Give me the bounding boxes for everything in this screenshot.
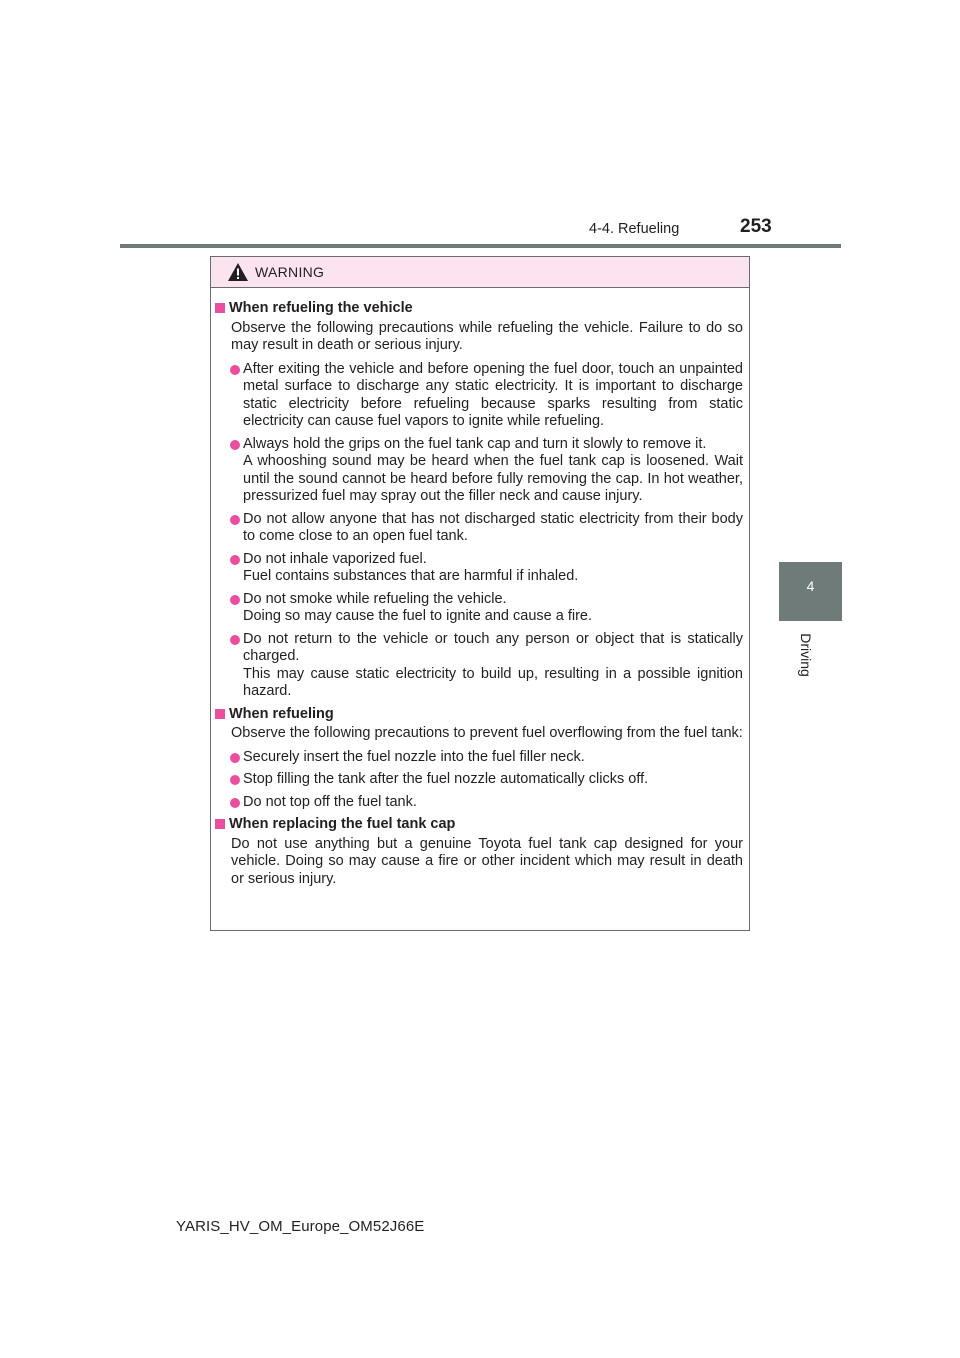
warning-bullet-text: Securely insert the fuel nozzle into the fuel filler neck. [243,748,585,765]
warning-bullet-text: Doing so may cause the fuel to ignite and cause a fire. [243,608,593,624]
chapter-label: Driving [798,633,814,677]
warning-bullet-text: Do not smoke while refueling the vehicle. [243,590,507,607]
warning-bullet [219,511,743,546]
warning-bullet-text: Always hold the grips on the fuel tank cap and turn it slowly to remove it. [243,435,707,452]
round-bullet-icon [230,515,240,525]
round-bullet-icon [230,775,240,785]
round-bullet-icon [230,753,240,763]
warning-bullet [219,631,743,701]
warning-section-title [219,816,743,834]
round-bullet-icon [230,595,240,605]
warning-bullet [219,749,743,767]
warning-section-title-text: When replacing the fuel tank cap [229,816,456,832]
round-bullet-icon [230,555,240,565]
warning-bullet-text: Fuel contains substances that are harmful if inhaled. [243,568,579,584]
chapter-tab[interactable] [779,562,842,621]
warning-bullet [219,591,743,626]
header-divider [120,244,841,248]
square-bullet-icon [215,819,225,829]
page-number: 253 [740,216,772,237]
warning-bullet-text: Stop filling the tank after the fuel nozzle automatically clicks off. [243,771,649,787]
warning-section-title-text: When refueling [229,705,334,722]
chapter-number: 4 [806,578,815,594]
round-bullet-icon [230,635,240,645]
warning-section-text: Observe the following precautions while refueling the vehicle. Failure to do so may result in death or serious injury. [231,319,743,353]
round-bullet-icon [230,440,240,450]
warning-bullet-text: Do not top off the fuel tank. [243,793,417,810]
warning-bullet-text: Do not inhale vaporized fuel. [243,550,427,567]
warning-body [211,288,749,888]
warning-bullet-text: This may cause static electricity to build up, resulting in a possible ignition hazard. [243,665,743,699]
warning-section-title [219,706,743,724]
warning-triangle-icon [227,262,249,282]
warning-header [211,257,749,288]
warning-title: WARNING [255,264,325,280]
warning-bullet [219,361,743,431]
round-bullet-icon [230,365,240,375]
warning-section [219,706,743,812]
warning-bullet-text: After exiting the vehicle and before opening the fuel door, touch an unpainted metal surface to discharge any static electricity. It is important to discharge static electricity before refueling because sparks resulting from static electricity can cause fuel vapors to ignite while refueling. [243,360,743,429]
warning-bullet [219,794,743,812]
warning-section-text: Do not use anything but a genuine Toyota fuel tank cap designed for your vehicle. Doing so may cause a fire or other incident which may result in death or serious injury. [231,835,743,887]
warning-box [210,256,750,931]
square-bullet-icon [215,709,225,719]
warning-section [219,816,743,888]
warning-section-title [219,300,743,318]
warning-section-title-text: When refueling the vehicle [229,300,413,316]
warning-bullet [219,771,743,789]
warning-section [219,300,743,701]
round-bullet-icon [230,798,240,808]
section-title: 4-4. Refueling [589,221,680,237]
warning-bullet [219,436,743,506]
warning-bullet-text: A whooshing sound may be heard when the fuel tank cap is loosened. Wait until the sound cannot be heard before fully removing the cap. In hot weather, pressurized fuel may spray out the filler neck and cause injury. [243,453,743,504]
square-bullet-icon [215,303,225,313]
warning-section-text: Observe the following precautions to prevent fuel overflowing from the fuel tank: [231,725,743,741]
warning-bullet-text: Do not allow anyone that has not discharged static electricity from their body to come close to an open fuel tank. [243,510,743,544]
warning-bullet-text: Do not return to the vehicle or touch any person or object that is statically charged. [243,630,743,664]
document-code: YARIS_HV_OM_Europe_OM52J66E [176,1218,425,1235]
warning-bullet [219,551,743,586]
